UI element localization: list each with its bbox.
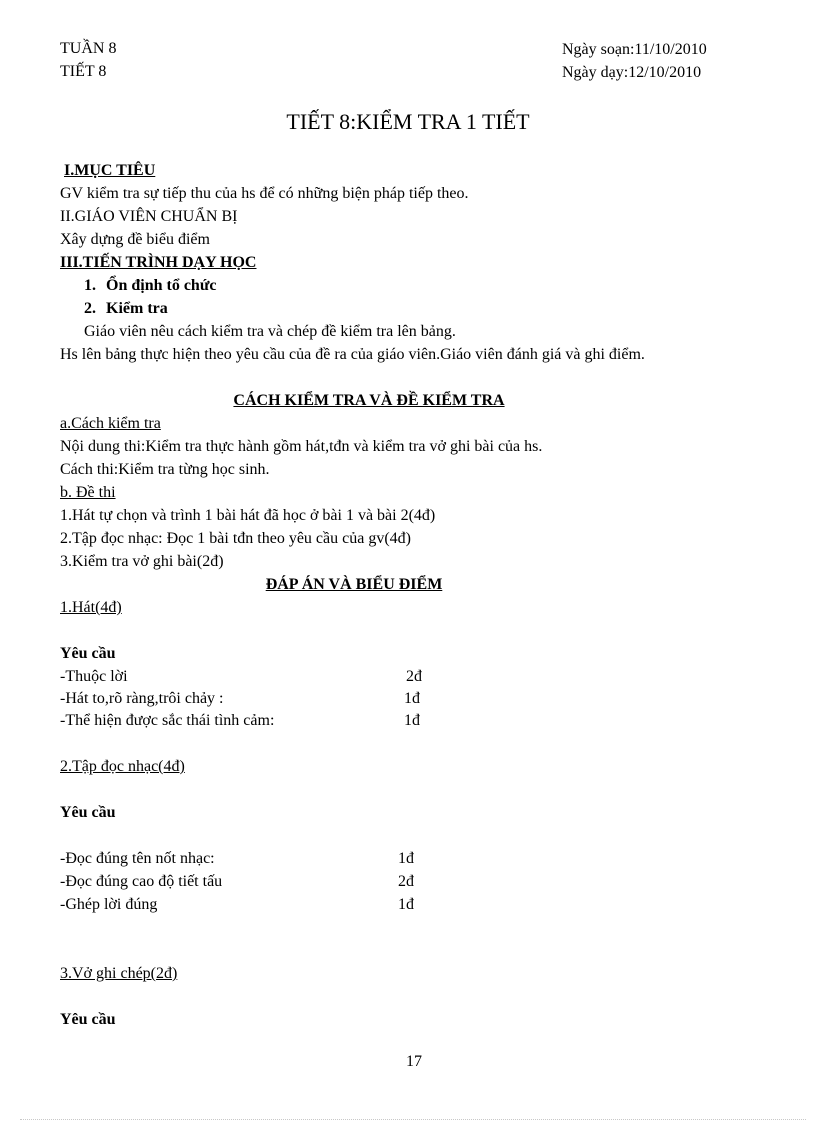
part1-heading: 1.Hát(4đ): [60, 599, 122, 616]
exam-question-2: 2.Tập đọc nhạc: Đọc 1 bài tđn theo yêu cầu của gv(4đ): [60, 530, 411, 547]
part1-item-3-label: -Thể hiện được sắc thái tình cảm:: [60, 712, 275, 729]
week-label: TUẦN 8: [60, 40, 117, 57]
section1-heading: I.MỤC TIÊU: [64, 162, 156, 179]
page-bottom-divider: [20, 1119, 806, 1120]
step-1-number: 1.: [84, 277, 96, 294]
part1-item-1-label: -Thuộc lời: [60, 668, 128, 685]
section3-heading: III.TIẾN TRÌNH DẠY HỌC: [60, 254, 257, 271]
section1-text: GV kiểm tra sự tiếp thu của hs để có những biện pháp tiếp theo.: [60, 185, 469, 202]
part1-requirement: Yêu cầu: [60, 645, 116, 662]
part1-item-1-score: 2đ: [406, 668, 422, 685]
exam-questions-heading: b. Đề thi: [60, 484, 116, 501]
part2-heading: 2.Tập đọc nhạc(4đ): [60, 758, 185, 775]
section2-text: Xây dựng đề biểu điểm: [60, 231, 210, 248]
teach-date: Ngày dạy:12/10/2010: [562, 64, 702, 81]
page-number: 17: [406, 1053, 422, 1070]
part1-item-3-score: 1đ: [404, 712, 420, 729]
part1-item-2-score: 1đ: [404, 690, 420, 707]
section3-para2: Hs lên bảng thực hiện theo yêu cầu của đề ra của giáo viên.Giáo viên đánh giá và ghi điểm.: [60, 346, 645, 363]
part2-item-2-label: -Đọc đúng cao độ tiết tấu: [60, 873, 223, 890]
step-2: [84, 298, 168, 320]
exam-how: Cách thi:Kiểm tra từng học sinh.: [60, 461, 270, 478]
part2-item-3-label: -Ghép lời đúng: [60, 896, 158, 913]
exam-question-3: 3.Kiểm tra vở ghi bài(2đ): [60, 553, 224, 570]
answers-heading: ĐÁP ÁN VÀ BIỂU ĐIỂM: [265, 576, 443, 593]
part2-item-1-label: -Đọc đúng tên nốt nhạc:: [60, 850, 215, 867]
exam-content: Nội dung thi:Kiểm tra thực hành gồm hát,tđn và kiểm tra vở ghi bài của hs.: [60, 438, 543, 455]
lesson-label: TIẾT 8: [60, 63, 107, 80]
section3-para1: Giáo viên nêu cách kiểm tra và chép đề kiểm tra lên bảng.: [84, 323, 456, 340]
part3-heading: 3.Vở ghi chép(2đ): [60, 965, 178, 982]
part2-item-3-score: 1đ: [398, 896, 414, 913]
step-1: [84, 275, 217, 297]
part2-item-2-score: 2đ: [398, 873, 414, 890]
step-1-label: Ổn định tổ chức: [106, 277, 217, 294]
exam-heading: CÁCH KIỂM TRA VÀ ĐỀ KIỂM TRA: [233, 392, 505, 409]
exam-method-heading: a.Cách kiểm tra: [60, 415, 161, 432]
part2-requirement: Yêu cầu: [60, 804, 116, 821]
prep-date: Ngày soạn:11/10/2010: [562, 41, 707, 58]
exam-question-1: 1.Hát tự chọn và trình 1 bài hát đã học ở bài 1 và bài 2(4đ): [60, 507, 436, 524]
step-2-number: 2.: [84, 300, 96, 317]
page-title: TIẾT 8:KIỂM TRA 1 TIẾT: [286, 109, 530, 134]
step-2-label: Kiểm tra: [106, 300, 168, 317]
section2-heading: II.GIÁO VIÊN CHUẨN BỊ: [60, 208, 238, 225]
part2-item-1-score: 1đ: [398, 850, 414, 867]
part1-item-2-label: -Hát to,rõ ràng,trôi chảy :: [60, 690, 224, 707]
part3-requirement: Yêu cầu: [60, 1011, 116, 1028]
